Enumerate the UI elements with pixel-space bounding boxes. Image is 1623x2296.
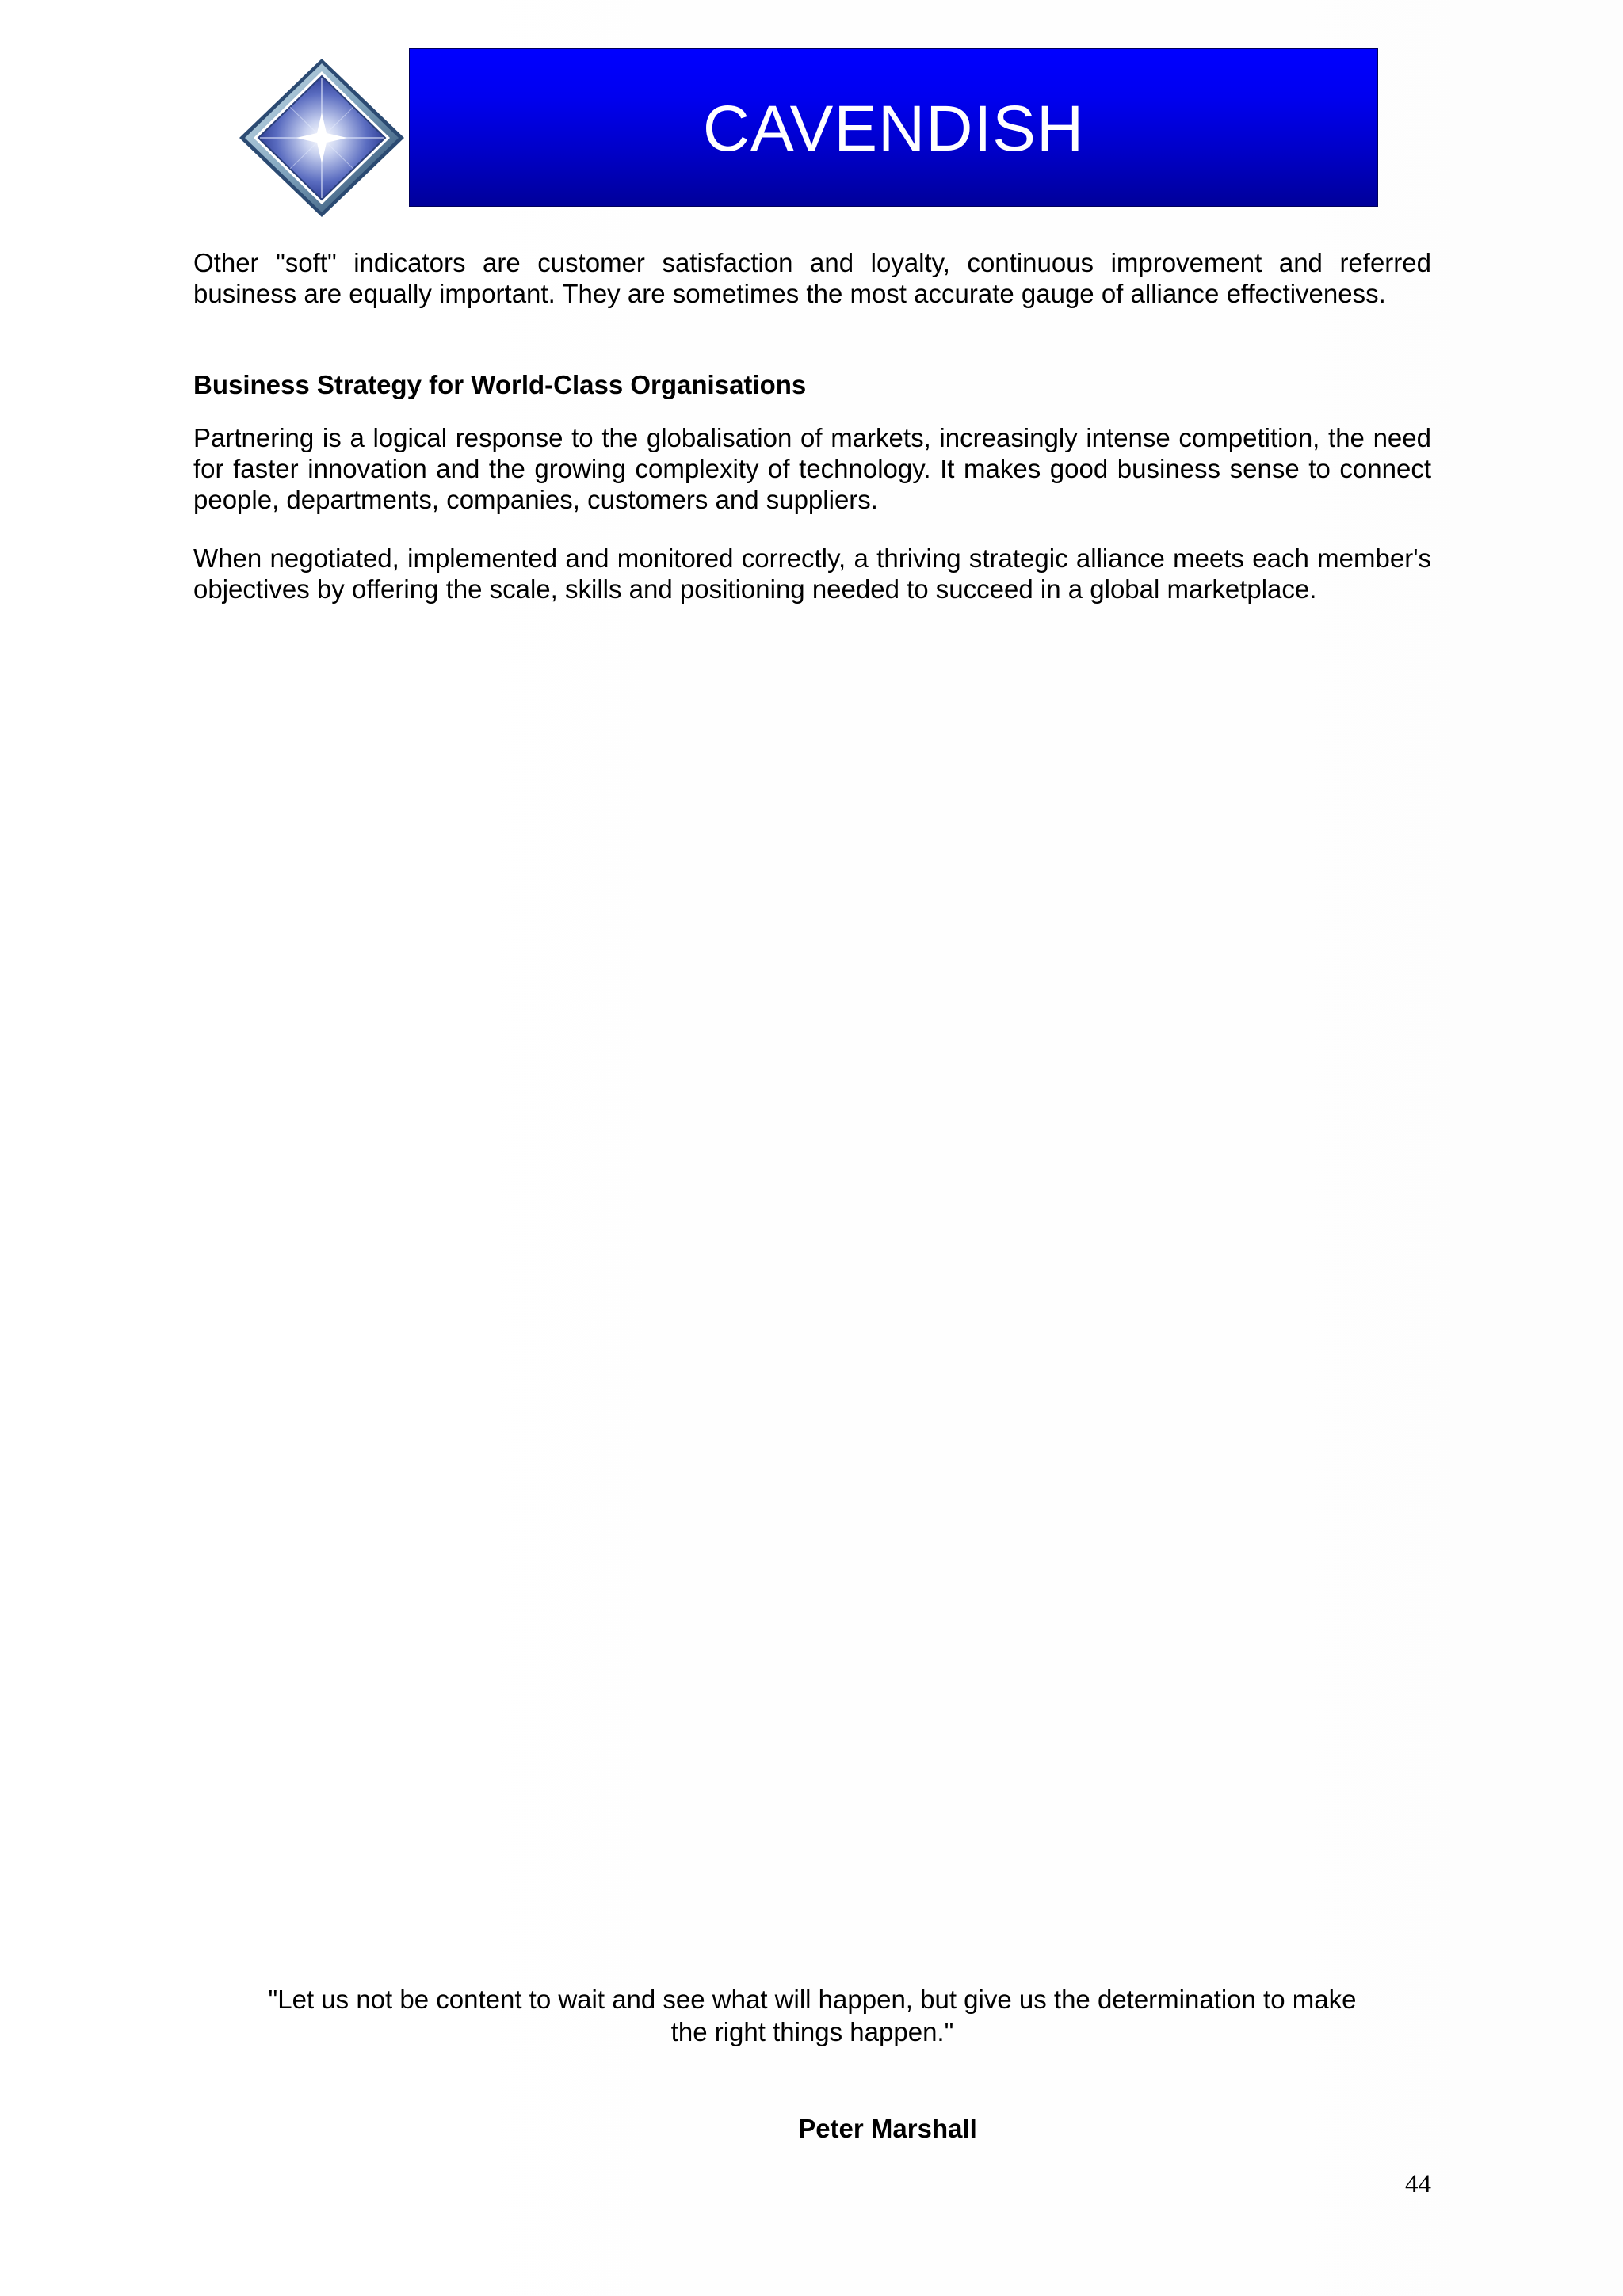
company-title: CAVENDISH <box>702 93 1085 165</box>
paragraph-soft-indicators: Other "soft" indicators are customer satisfaction and loyalty, continuous improvement and referred business are equally important. They are sometimes the most accurate gauge of alliance effectiveness. <box>193 248 1431 308</box>
closing-quote <box>230 1983 1395 2048</box>
paragraph-partnering: Partnering is a logical response to the globalisation of markets, increasingly intense competition, the need for faster innovation and the growing complexity of technology. It makes good business sense to connect people, departments, companies, customers and suppliers. <box>193 423 1431 514</box>
quote-line: "Let us not be content to wait and see what will happen, but give us the determination to make <box>268 1985 1357 2014</box>
quote-line: the right things happen." <box>670 2017 954 2046</box>
header-banner <box>409 48 1378 207</box>
page-number: 44 <box>1405 2170 1431 2199</box>
diamond-star-logo-icon <box>238 57 406 219</box>
paragraph-strategic-alliance: When negotiated, implemented and monitored correctly, a thriving strategic alliance meets each member's objectives by offering the scale, skills and positioning needed to succeed in a global marketplace. <box>193 543 1431 604</box>
quote-author: Peter Marshall <box>798 2114 977 2143</box>
body-content <box>193 247 1431 605</box>
section-heading: Business Strategy for World-Class Organisations <box>193 370 807 399</box>
